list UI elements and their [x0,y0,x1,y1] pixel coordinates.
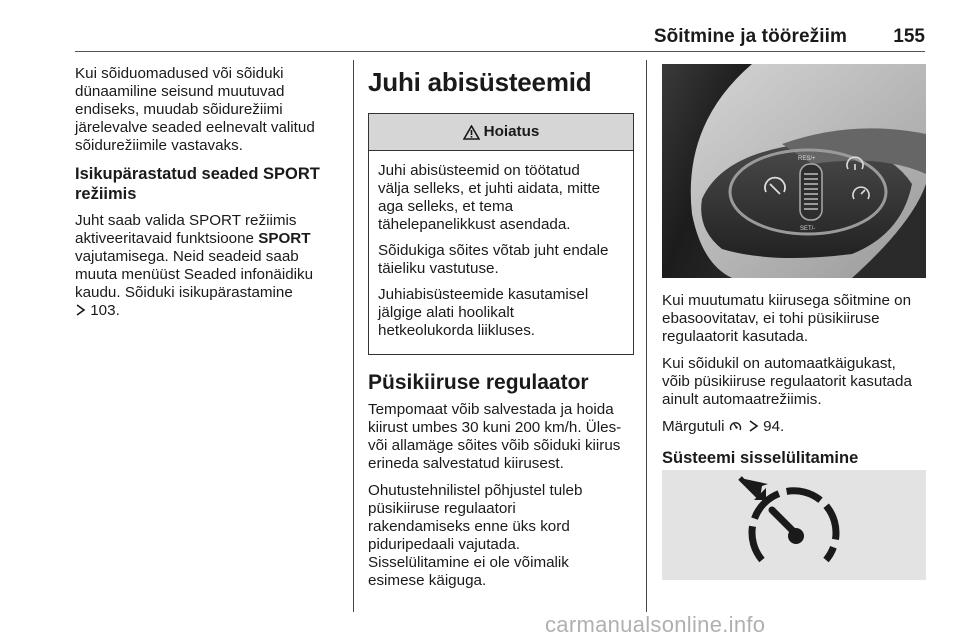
warning-triangle-icon [463,125,480,140]
page-reference[interactable]: 103. [75,302,341,320]
column-divider-2 [646,60,647,612]
system-on-heading: Süsteemi sisselülitamine [662,449,859,467]
chapter-title: Sõitmine ja töörežiim [653,26,847,47]
cruise-indicator-icon [729,420,742,432]
sport-settings-heading: Isikupärastatud seaded SPORT režiimis [75,165,320,203]
cruise-control-pictogram [662,470,926,580]
page-ref-arrow-icon[interactable] [748,420,759,432]
page-ref-arrow-icon [75,304,86,316]
header-divider [75,51,925,52]
column-1 [75,65,341,329]
column-3 [662,292,926,476]
column-2 [368,65,634,599]
column-divider-1 [353,60,354,612]
indicator-reference: Märgutuli 94. [662,418,785,435]
page-number: 155 [893,26,925,47]
warning-body: Juhi abisüsteemid on töötatud välja selleks, et juhti aidata, mitte aga selleks, et tema tähelepanelikkust asendada. Sõidukiga sõites võtab juht endale täieliku vastutuse. Juhiabisüsteemide kasutamisel jälgige alati hoolikalt hetkeolukorda liikluses. [378,162,609,339]
set-label: SET/- [800,226,816,232]
cruise-control-paragraph-2: Ohutustehnilistel põhjustel tuleb püsikiiruse regulaatori rakendamiseks enne üks kord piduripedaali vajutada. Sisselülitamine ei ole võimalik esimese käiguga. [368,482,583,589]
sport-button-label: SPORT [258,230,311,247]
steering-wheel-photo [662,64,926,278]
watermark: carmanualsonline.info [545,612,766,637]
res-label: RES/+ [798,156,816,162]
page-header [75,22,925,52]
warning-header [369,114,633,151]
section-title: Juhi abisüsteemid [368,67,592,97]
sport-settings-paragraph: Juht saab valida SPORT režiimis aktiveeritavaid funktsioone SPORT vajutamisega. Neid seadeid saab muuta menüüst Seaded infonäidiku kaudu. Sõiduki isikupärastamine 103. [75,212,341,320]
col3-paragraph-1: Kui muutumatu kiirusega sõitmine on ebasoovitatav, ei tohi püsikiiruse regulaatorit kasutada. [662,292,912,345]
col3-paragraph-2: Kui sõidukil on automaatkäigukast, võib püsikiiruse regulaatorit kasutada ainult automaatrežiimis. [662,355,912,408]
press-arrow-icon [740,478,768,500]
cruise-control-icon [752,491,836,560]
warning-title: Hoiatus [483,123,540,140]
intro-paragraph: Kui sõiduomadused või sõiduki dünaamiline seisund muutuvad endiseks, muudab sõidurežiimi järelevalve seaded eelnevalt valitud sõidurežiimile vastavaks. [75,65,315,154]
cruise-control-paragraph-1: Tempomaat võib salvestada ja hoida kiirust umbes 30 kuni 200 km/h. Üles- või allamäge sõites võib sõiduki kiirus erineda salvestatud kiirusest. [368,401,622,472]
cruise-control-heading: Püsikiiruse regulaator [368,371,589,394]
warning-box [368,113,634,355]
